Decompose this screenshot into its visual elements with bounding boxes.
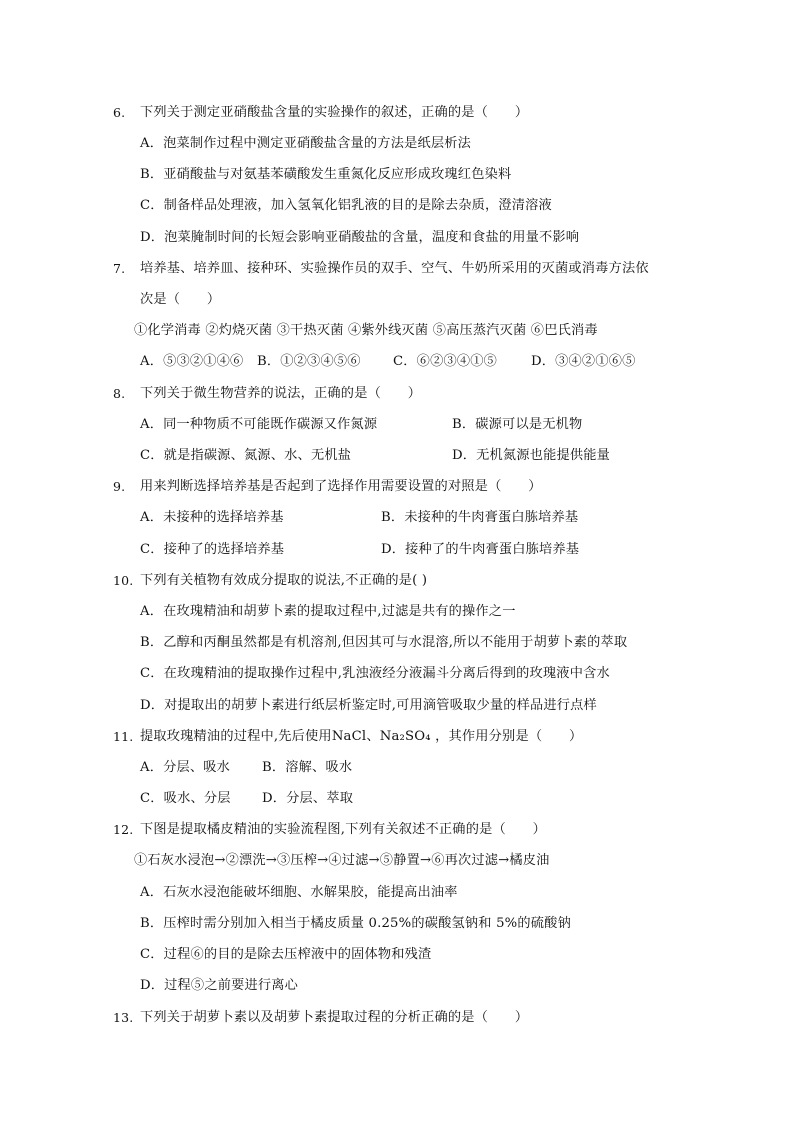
option-b: B．压榨时需分别加入相当于橘皮质量 0.25%的碳酸氢钠和 5%的硫酸钠	[140, 916, 571, 931]
method-list: ①化学消毒 ②灼烧灭菌 ③干热灭菌 ④紫外线灭菌 ⑤高压蒸汽灭菌 ⑥巴氏消毒	[134, 323, 598, 338]
option-a: A．分层、吸水	[140, 760, 231, 775]
option-a: A．⑤③②①④⑥	[140, 354, 244, 369]
option-a: A．泡菜制作过程中测定亚硝酸盐含量的方法是纸层析法	[140, 136, 472, 151]
option-d: D．过程⑤之前要进行离心	[140, 978, 299, 993]
question-stem-continued: 次是（ ）	[140, 292, 221, 307]
question-stem: 培养基、培养皿、接种环、实验操作员的双手、空气、牛奶所采用的灭菌或消毒方法依	[140, 261, 649, 276]
option-d: D．无机氮源也能提供能量	[452, 448, 611, 463]
option-d: D．③④②①⑥⑤	[531, 354, 636, 369]
question-number: 13.	[113, 1010, 134, 1025]
question-number: 6.	[113, 105, 126, 120]
option-d: D．泡菜腌制时间的长短会影响亚硝酸盐的含量，温度和食盐的用量不影响	[140, 230, 580, 245]
option-b: B．溶解、吸水	[262, 760, 353, 775]
option-b: B．碳源可以是无机物	[452, 417, 583, 432]
option-a: A．在玫瑰精油和胡萝卜素的提取过程中,过滤是共有的操作之一	[140, 604, 516, 619]
option-c: C．制备样品处理液，加入氢氧化铝乳液的目的是除去杂质，澄清溶液	[140, 198, 552, 213]
option-b: B．乙醇和丙酮虽然都是有机溶剂,但因其可与水混溶,所以不能用于胡萝卜素的萃取	[140, 635, 628, 650]
option-d: D．分层、萃取	[262, 791, 354, 806]
option-a: A．未接种的选择培养基	[140, 510, 284, 525]
option-a: A．同一种物质不可能既作碳源又作氮源	[140, 417, 378, 432]
option-a: A．石灰水浸泡能破坏细胞、水解果胶，能提高出油率	[140, 885, 458, 900]
question-number: 10.	[113, 573, 134, 588]
process-flow: ①石灰水浸泡→②漂洗→③压榨→④过滤→⑤静置→⑥再次过滤→橘皮油	[134, 853, 550, 868]
question-stem: 用来判断选择培养基是否起到了选择作用需要设置的对照是（ ）	[140, 479, 542, 494]
option-c: C．过程⑥的目的是除去压榨液中的固体物和残渣	[140, 947, 432, 962]
option-b: B．亚硝酸盐与对氨基苯磺酸发生重氮化反应形成玫瑰红色染料	[140, 167, 512, 182]
option-b: B．未接种的牛肉膏蛋白胨培养基	[381, 510, 579, 525]
question-stem: 下列关于微生物营养的说法，正确的是（ ）	[140, 386, 422, 401]
question-stem: 下列有关植物有效成分提取的说法,不正确的是( )	[140, 573, 428, 588]
question-stem: 下列关于胡萝卜素以及胡萝卜素提取过程的分析正确的是（ ）	[140, 1010, 529, 1025]
question-number: 9.	[113, 479, 126, 494]
question-stem: 下图是提取橘皮精油的实验流程图,下列有关叙述不正确的是（ ）	[140, 822, 547, 837]
option-c: C．⑥②③④①⑤	[393, 354, 498, 369]
question-number: 8.	[113, 386, 126, 401]
question-stem: 下列关于测定亚硝酸盐含量的实验操作的叙述，正确的是（ ）	[140, 105, 529, 120]
option-c: C．吸水、分层	[140, 791, 231, 806]
question-number: 7.	[113, 261, 126, 276]
option-c: C．就是指碳源、氮源、水、无机盐	[140, 448, 352, 463]
question-stem: 提取玫瑰精油的过程中,先后使用NaCl、Na₂SO₄ ，其作用分别是（ ）	[140, 729, 583, 744]
option-d: D．对提取出的胡萝卜素进行纸层析鉴定时,可用滴管吸取少量的样品进行点样	[140, 698, 597, 713]
option-c: C．在玫瑰精油的提取操作过程中,乳浊液经分液漏斗分离后得到的玫瑰液中含水	[140, 666, 610, 681]
option-d: D．接种了的牛肉膏蛋白胨培养基	[381, 542, 580, 557]
option-c: C．接种了的选择培养基	[140, 542, 285, 557]
question-number: 11.	[113, 729, 134, 744]
option-b: B．①②③④⑤⑥	[257, 354, 361, 369]
question-number: 12.	[113, 822, 134, 837]
